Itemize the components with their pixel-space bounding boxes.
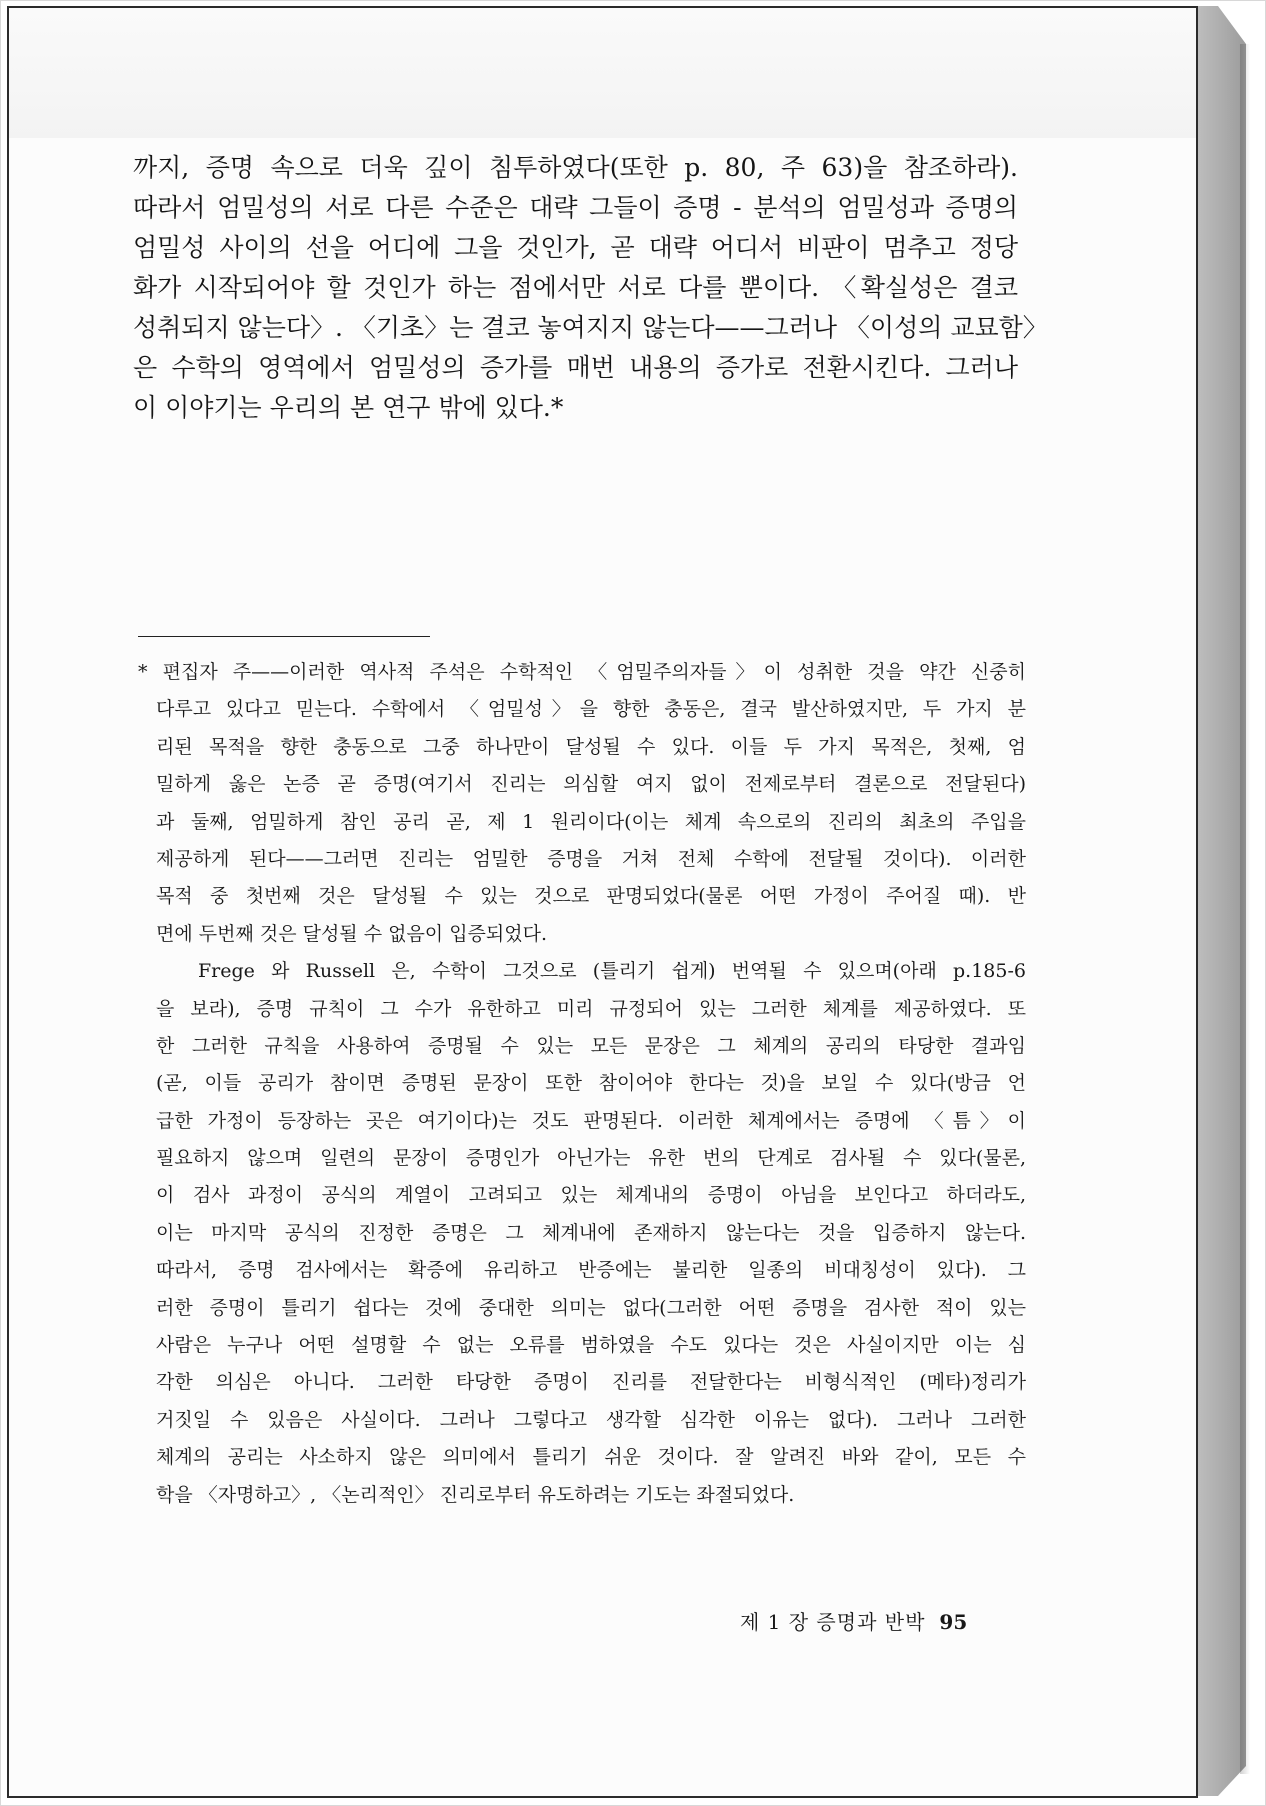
footnote-line: 사람은 누구나 어떤 설명할 수 없는 오류를 범하였을 수도 있다는 것은 사실이지만 이는 심: [156, 1334, 1026, 1357]
footnote-line: 이 검사 과정이 공식의 계열이 고려되고 있는 체계내의 증명이 아님을 보인다고 하더라도,: [156, 1184, 1026, 1207]
page-edge-shadow: [1240, 44, 1250, 1774]
chapter-title: 제 1 장 증명과 반박: [740, 1610, 926, 1634]
editor-footnote: [138, 654, 1026, 1514]
page-number: 95: [939, 1610, 968, 1634]
main-text-line: 화가 시작되어야 할 것인가 하는 점에서만 서로 다를 뿐이다. 〈확실성은 결코: [133, 273, 1018, 302]
footnote-line: 급한 가정이 등장하는 곳은 여기이다)는 것도 판명된다. 이러한 체계에서는 증명에 〈틈〉이: [156, 1109, 1026, 1132]
footnote-line: 리된 목적을 향한 충동으로 그중 하나만이 달성될 수 있다. 이들 두 가지 목적은, 첫째, 엄: [156, 735, 1026, 758]
main-text-line: 까지, 증명 속으로 더욱 깊이 침투하였다(또한 p. 80, 주 63)을 참조하라).: [133, 153, 1018, 182]
footnote-line: 면에 두번째 것은 달성될 수 없음이 입증되었다.: [156, 922, 548, 945]
footnote-divider: [138, 636, 430, 637]
footnote-line: Frege 와 Russell 은, 수학이 그것으로 (틀리기 쉽게) 번역될 수 있으며(아래 p.185-6: [198, 960, 1026, 983]
page-edge: [1198, 6, 1246, 1796]
footnote-line: 체계의 공리는 사소하지 않은 의미에서 틀리기 쉬운 것이다. 잘 알려진 바와 같이, 모든 수: [156, 1446, 1026, 1469]
footnote-line: 거짓일 수 있음은 사실이다. 그러나 그렇다고 생각할 심각한 이유는 없다). 그러나 그러한: [156, 1408, 1026, 1431]
main-text-line: 이 이야기는 우리의 본 연구 밖에 있다.*: [133, 393, 564, 422]
footnote-line: 러한 증명이 틀리기 쉽다는 것에 중대한 의미는 없다(그러한 어떤 증명을 검사한 적이 있는: [156, 1296, 1026, 1319]
footnote-line: 목적 중 첫번째 것은 달성될 수 있는 것으로 판명되었다(물론 어떤 가정이 주어질 때). 반: [156, 885, 1026, 908]
footnote-line: 다루고 있다고 믿는다. 수학에서 〈엄밀성〉을 향한 충동은, 결국 발산하였지만, 두 가지 분: [156, 698, 1026, 721]
footnote-line: 한 그러한 규칙을 사용하여 증명될 수 있는 모든 문장은 그 체계의 공리의 타당한 결과임: [156, 1034, 1026, 1057]
footnote-line: 제공하게 된다——그러면 진리는 엄밀한 증명을 거쳐 전체 수학에 전달될 것이다). 이러한: [156, 847, 1026, 870]
main-paragraph: [133, 148, 1048, 428]
footnote-line: 각한 의심은 아니다. 그러한 타당한 증명이 진리를 전달한다는 비형식적인 (메타)정리가: [156, 1371, 1026, 1394]
main-text-line: 은 수학의 영역에서 엄밀성의 증가를 매번 내용의 증가로 전환시킨다. 그러나: [133, 353, 1018, 382]
footnote-line: * 편집자 주——이러한 역사적 주석은 수학적인 〈엄밀주의자들〉이 성취한 것을 약간 신중히: [138, 661, 1026, 683]
main-text-line: 엄밀성 사이의 선을 어디에 그을 것인가, 곧 대략 어디서 비판이 멈추고 정당: [133, 233, 1018, 262]
footnote-line: 밀하게 옳은 논증 곧 증명(여기서 진리는 의심할 여지 없이 전제로부터 결론으로 전달된다): [156, 773, 1026, 796]
footnote-line: 필요하지 않으며 일련의 문장이 증명인가 아닌가는 유한 번의 단계로 검사될 수 있다(물론,: [156, 1147, 1026, 1170]
page-top-band: [9, 8, 1196, 138]
footnote-line: 과 둘째, 엄밀하게 참인 공리 곧, 제 1 원리이다(이는 체계 속으로의 진리의 최초의 주입을: [156, 810, 1026, 833]
footnote-line: (곧, 이들 공리가 참이면 증명된 문장이 또한 참이어야 한다는 것)을 보일 수 있다(방금 언: [156, 1072, 1026, 1095]
main-text-line: 성취되지 않는다〉. 〈기초〉는 결코 놓여지지 않는다——그러나 〈이성의 교묘함〉: [133, 313, 1048, 342]
footnote-line: 이는 마지막 공식의 진정한 증명은 그 체계내에 존재하지 않는다는 것을 입증하지 않는다.: [156, 1221, 1026, 1244]
page-footer: [740, 1606, 1040, 1635]
footnote-line: 을 보라), 증명 규칙이 그 수가 유한하고 미리 규정되어 있는 그러한 체계를 제공하였다. 또: [156, 997, 1026, 1020]
footnote-line: 따라서, 증명 검사에서는 확증에 유리하고 반증에는 불리한 일종의 비대칭성이 있다). 그: [156, 1259, 1026, 1282]
main-text-line: 따라서 엄밀성의 서로 다른 수준은 대략 그들이 증명 - 분석의 엄밀성과 증명의: [133, 193, 1018, 222]
footnote-line: 학을 〈자명하고〉, 〈논리적인〉 진리로부터 유도하려는 기도는 좌절되었다.: [156, 1483, 795, 1506]
